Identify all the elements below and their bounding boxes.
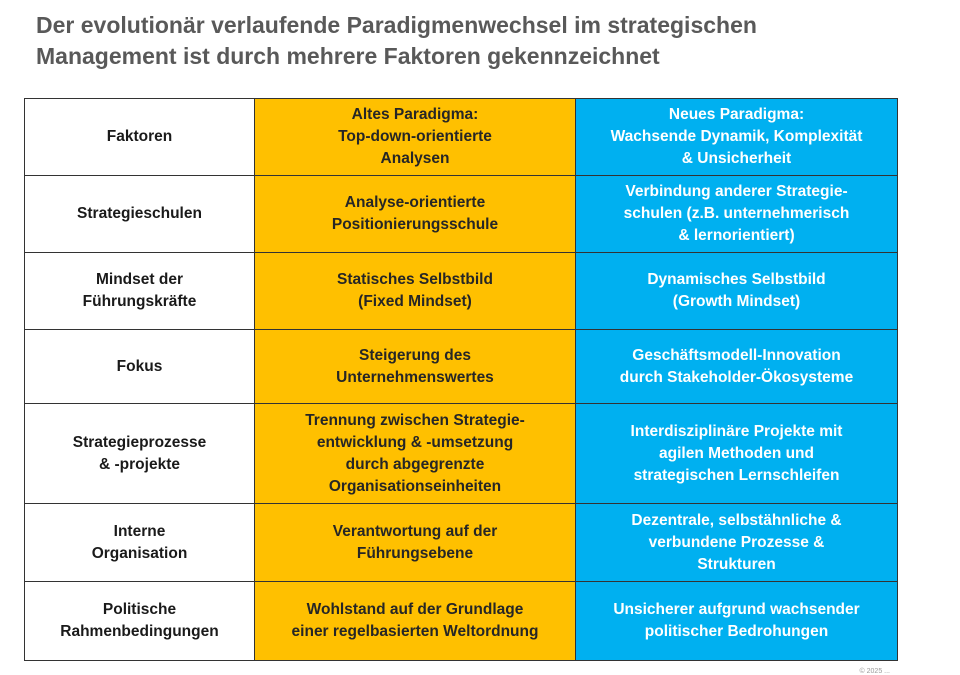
row-factor-label: Interne Organisation bbox=[25, 504, 255, 582]
table-row bbox=[25, 582, 898, 661]
row-new-paradigm-cell: Interdisziplinäre Projekte mit agilen Methoden und strategischen Lernschleifen bbox=[576, 404, 898, 504]
table-header-row bbox=[25, 99, 898, 176]
row-factor-label: Strategieschulen bbox=[25, 176, 255, 253]
table-row bbox=[25, 330, 898, 404]
row-old-paradigm-cell: Trennung zwischen Strategie- entwicklung & -umsetzung durch abgegrenzte Organisationseinheiten bbox=[255, 404, 576, 504]
row-new-paradigm-cell: Dynamisches Selbstbild (Growth Mindset) bbox=[576, 253, 898, 330]
row-old-paradigm-cell: Steigerung des Unternehmenswertes bbox=[255, 330, 576, 404]
row-old-paradigm-cell: Analyse-orientierte Positionierungsschule bbox=[255, 176, 576, 253]
table-row bbox=[25, 404, 898, 504]
row-factor-label: Strategieprozesse & -projekte bbox=[25, 404, 255, 504]
row-factor-label: Fokus bbox=[25, 330, 255, 404]
table-row bbox=[25, 253, 898, 330]
row-new-paradigm-cell: Unsicherer aufgrund wachsender politischer Bedrohungen bbox=[576, 582, 898, 661]
row-factor-label: Politische Rahmenbedingungen bbox=[25, 582, 255, 661]
table-row bbox=[25, 176, 898, 253]
copyright-footer: © 2025 ... bbox=[859, 668, 890, 675]
paradigm-comparison-table bbox=[24, 98, 898, 661]
row-old-paradigm-cell: Statisches Selbstbild (Fixed Mindset) bbox=[255, 253, 576, 330]
slide-title bbox=[36, 10, 936, 72]
row-new-paradigm-cell: Dezentrale, selbstähnliche & verbundene Prozesse & Strukturen bbox=[576, 504, 898, 582]
row-factor-label: Mindset der Führungskräfte bbox=[25, 253, 255, 330]
header-old-paradigm: Altes Paradigma: Top-down-orientierte Analysen bbox=[255, 99, 576, 176]
header-new-paradigm: Neues Paradigma: Wachsende Dynamik, Komplexität & Unsicherheit bbox=[576, 99, 898, 176]
slide-title-line-1: Der evolutionär verlaufende Paradigmenwechsel im strategischen bbox=[36, 12, 757, 38]
row-old-paradigm-cell: Verantwortung auf der Führungsebene bbox=[255, 504, 576, 582]
row-old-paradigm-cell: Wohlstand auf der Grundlage einer regelbasierten Weltordnung bbox=[255, 582, 576, 661]
row-new-paradigm-cell: Verbindung anderer Strategie- schulen (z.B. unternehmerisch & lernorientiert) bbox=[576, 176, 898, 253]
row-new-paradigm-cell: Geschäftsmodell-Innovation durch Stakeholder-Ökosysteme bbox=[576, 330, 898, 404]
slide-title-line-2: Management ist durch mehrere Faktoren gekennzeichnet bbox=[36, 43, 660, 69]
table-row bbox=[25, 504, 898, 582]
header-factors: Faktoren bbox=[25, 99, 255, 176]
